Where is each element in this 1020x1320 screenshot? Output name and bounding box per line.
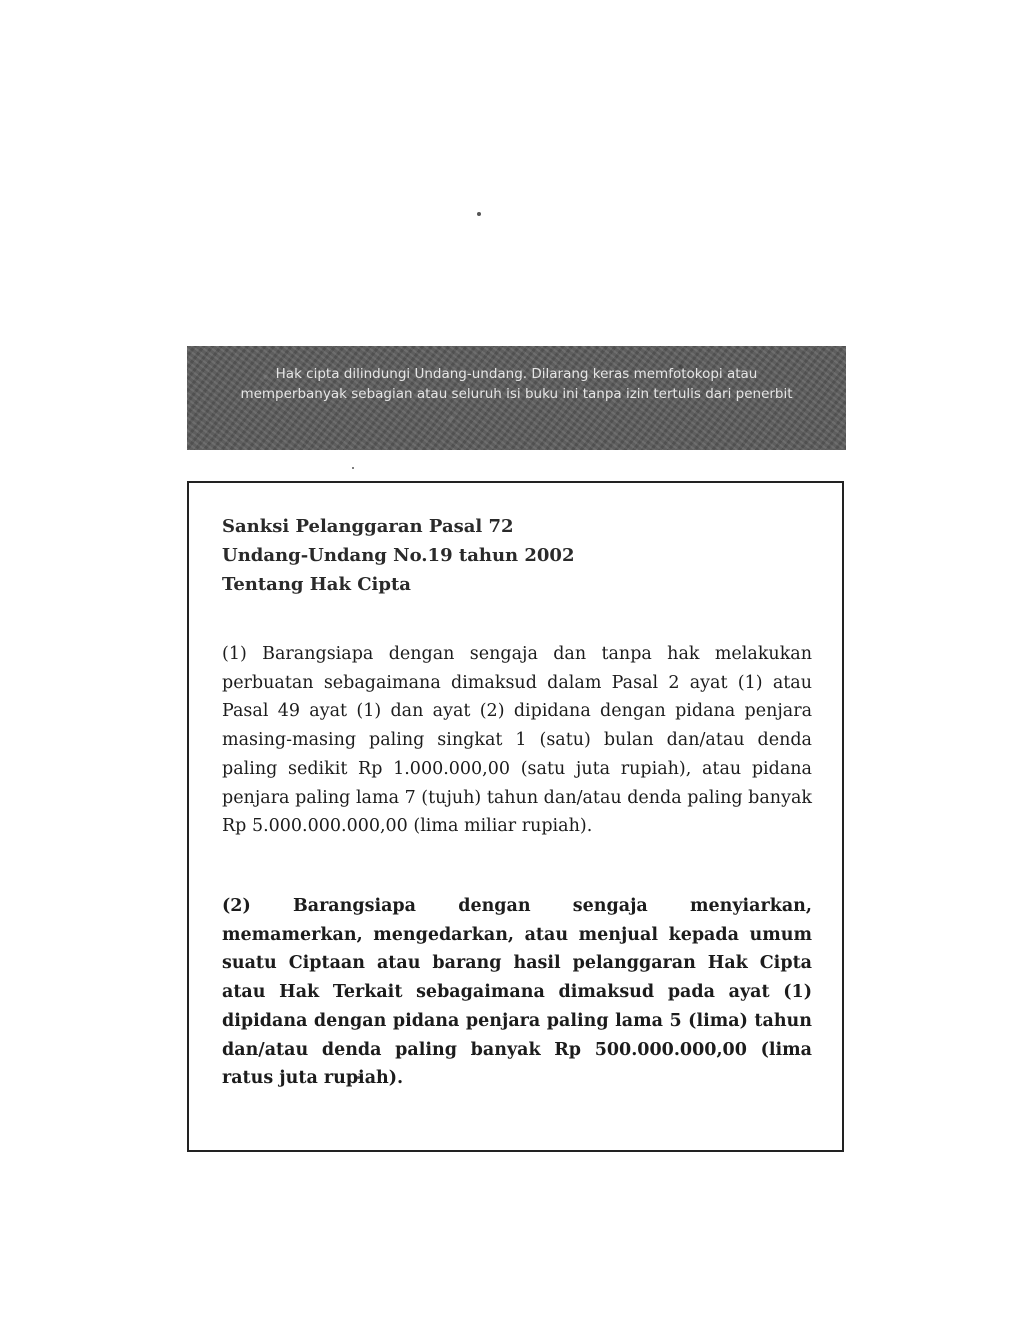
sanction-paragraph-1: (1) Barangsiapa dengan sengaja dan tanpa hak melakukan perbuatan sebagaimana dimaksud dalam Pasal 2 ayat (1) atau Pasal 49 ayat (1) dan ayat (2) dipidana dengan pidana penjara masing-masing paling singkat 1 (satu) bulan dan/atau denda paling sedikit Rp 1.000.000,00 (satu juta rupiah), atau pidana penjara paling lama 7 (tujuh) tahun dan/atau denda paling banyak Rp 5.000.000.000,00 (lima miliar rupiah).: [222, 644, 812, 837]
heading-line-law: Undang-Undang No.19 tahun 2002: [222, 545, 575, 566]
copyright-banner: [187, 346, 846, 450]
scan-speck: [352, 467, 354, 469]
sanction-heading: [222, 512, 812, 599]
heading-line-subject: Tentang Hak Cipta: [222, 574, 411, 595]
heading-line-article: Sanksi Pelanggaran Pasal 72: [222, 516, 514, 537]
copyright-notice: Hak cipta dilindungi Undang-undang. Dilarang keras memfotokopi atau memperbanyak sebagian atau seluruh isi buku ini tanpa izin tertulis dari penerbit: [240, 366, 793, 402]
sanction-paragraph-2: (2) Barangsiapa dengan sengaja menyiarkan, memamerkan, mengedarkan, atau menjual kepada umum suatu Ciptaan atau barang hasil pelanggaran Hak Cipta atau Hak Terkait sebagaimana dimaksud pada ayat (1) dipidana dengan pidana penjara paling lama 5 (lima) tahun dan/atau denda paling banyak Rp 500.000.000,00 (lima ratus juta rupiah).: [222, 896, 812, 1089]
scan-speck: [477, 212, 481, 216]
